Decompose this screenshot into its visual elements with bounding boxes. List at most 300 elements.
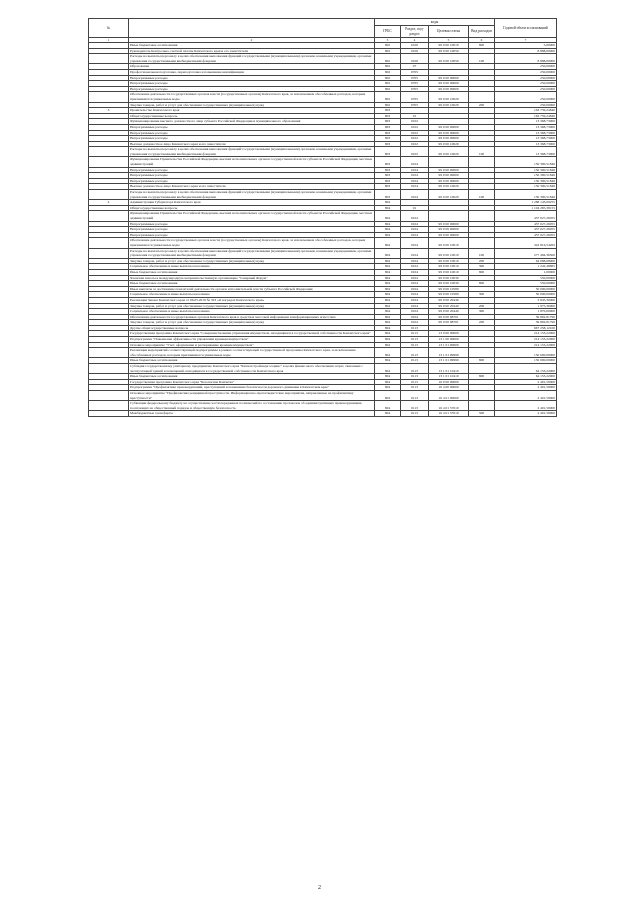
cell-amt: 250,00000 [495,75,557,81]
table-row [89,157,557,167]
cell-name: Непрограммные расходы [129,86,375,92]
cell-amt: 50 000,00000 [495,292,557,298]
table-row [89,211,557,221]
cell-grbs: 803 [375,173,401,179]
cell-vid: 200 [469,303,495,309]
cell-grbs: 804 [375,258,401,264]
cell-name: Государственная программа Камчатского края "Совершенствование управления имуществом, находящимся в государственной собственности Камчатского края" [129,331,375,337]
cell-num [89,248,129,258]
cell-name: Подпрограмма "Профилактика правонарушений, преступлений и повышение безопасности дорожного движения в Камчатском крае" [129,385,375,391]
cell-amt: 2 401,59000 [495,379,557,385]
cell-name: Субсидия государственному унитарному предприятию Камчатского края "Камчатстройэнергосервис" в целях финансового обеспечения затрат, связанных с эксплуатацией зданий и помещений, находящихся в государственной собственности Камчатского края [129,364,375,374]
cell-art: 99 0 00 00000 [429,81,469,87]
cell-grbs: 803 [375,147,401,157]
cell-amt: 214 153,22000 [495,331,557,337]
cell-name: Социальное обеспечение и иные выплаты населению [129,292,375,298]
cell-name: Непрограммные расходы [129,173,375,179]
cell-name: Расходы на выплаты персоналу в целях обеспечения выполнения функций государственными (муниципальными) органами, казенными учреждениями, органами управления государственными внебюджетными фондами [129,147,375,157]
cell-grbs: 802 [375,54,401,64]
cell-grbs: 804 [375,348,401,358]
cell-vid [469,238,495,248]
cell-amt: 2 401,59000 [495,411,557,417]
cell-grbs: 803 [375,136,401,142]
cell-amt: 150 390,51846 [495,157,557,167]
table-body [89,43,557,417]
cell-sec: 0705 [401,81,429,87]
cell-amt: 64 153,22000 [495,374,557,380]
cell-grbs: 802 [375,86,401,92]
cell-amt: 13 368,73000 [495,130,557,136]
cell-art: 99 0 00 00000 [429,221,469,227]
cell-amt: 64 153,22000 [495,364,557,374]
cell-art: 99 0 00 20440 [429,297,469,303]
cell-grbs: 803 [375,167,401,173]
cell-name: Непрограммные расходы [129,136,375,142]
cell-vid: 800 [469,374,495,380]
cell-sec: 0104 [401,178,429,184]
cell-art: 99 0 00 00000 [429,227,469,233]
cell-amt: 64 088,68900 [495,258,557,264]
cell-name: Расходы на выплаты персоналу в целях обеспечения выполнения функций государственными (муниципальными) органами, казенными учреждениями, органами управления государственными внебюджетными фондами [129,190,375,200]
cell-amt: 39 802,81790 [495,320,557,326]
cell-grbs: 803 [375,141,401,147]
cell-name: Другие общегосударственные вопросы [129,325,375,331]
cell-sec: 0104 [401,232,429,238]
cell-amt: 1 870,00000 [495,309,557,315]
cell-art: 99 0 00 20440 [429,303,469,309]
cell-sec: 0705 [401,92,429,102]
cell-name: Непрограммные расходы [129,221,375,227]
cell-amt: 250,00000 [495,81,557,87]
cell-name: Правительство Камчатского края [129,108,375,114]
cell-art: 16 4 00 00000 [429,385,469,391]
cell-name: Иные выплаты за достижение показателей деятельности органов исполнительной власти субъекта Российской Федерации [129,286,375,292]
cell-amt: 2 401,59000 [495,385,557,391]
cell-grbs: 804 [375,325,401,331]
cell-sec: 0113 [401,337,429,343]
cell-art: 13 0 00 00000 [429,331,469,337]
cell-name: Непрограммные расходы [129,124,375,130]
cell-vid: 500 [469,411,495,417]
cell-name: Закупка товаров, работ и услуг для обеспечения государственных (муниципальных) нужд [129,258,375,264]
cell-name: Основное мероприятие "Учет, оформление и распоряжение краевым имуществом" [129,342,375,348]
cell-amt: 250,00000 [495,92,557,102]
cell-grbs: 804 [375,200,401,206]
cell-sec: 0104 [401,297,429,303]
cell-amt: 250,00000 [495,69,557,75]
cell-grbs: 802 [375,81,401,87]
cell-art: 16 4 01 57010 [429,411,469,417]
cell-art [429,157,469,167]
cell-sec: 0113 [401,411,429,417]
cell-art: 99 0 00 10010 [429,269,469,275]
cell-grbs: 802 [375,43,401,49]
cell-sec: 0113 [401,348,429,358]
cell-amt: 39 802,81790 [495,314,557,320]
cell-grbs: 802 [375,64,401,70]
cell-name: Социальное обеспечение и иные выплаты населению [129,264,375,270]
cell-amt: 550,00000 [495,275,557,281]
cell-name: Непрограммные расходы [129,178,375,184]
cell-name: Высшее должностное лицо Камчатского края и его заместители [129,141,375,147]
cell-grbs: 804 [375,379,401,385]
cell-sec: 0113 [401,379,429,385]
cell-amt: 250,00000 [495,86,557,92]
cell-art: 99 0 00 10580 [429,292,469,298]
cell-art: 13 1 00 00000 [429,337,469,343]
cell-num [89,411,129,417]
cell-sec: 0102 [401,147,429,157]
cell-sec: 0102 [401,141,429,147]
cell-sec: 0705 [401,75,429,81]
header-codes: коды [375,19,495,26]
cell-grbs: 804 [375,269,401,275]
cell-art: 99 0 00 10020 [429,92,469,102]
cell-amt: 13 368,73000 [495,136,557,142]
cell-grbs: 804 [375,303,401,309]
cell-sec: 0104 [401,190,429,200]
cell-name: Общегосударственные вопросы [129,113,375,119]
cell-vid: 100 [469,147,495,157]
cell-name: Закупка товаров, работ и услуг для обеспечения государственных (муниципальных) нужд [129,303,375,309]
cell-sec: 0106 [401,43,429,49]
cell-amt: 150 390,51846 [495,190,557,200]
cell-art: 16 4 01 57010 [429,401,469,411]
cell-sec: 0104 [401,264,429,270]
table-row [89,92,557,102]
cell-name: Непрограммные расходы [129,130,375,136]
cell-grbs: 804 [375,331,401,337]
cell-num [89,391,129,401]
cell-art: 99 0 00 10020 [429,147,469,157]
cell-sec: 0102 [401,119,429,125]
cell-name: Непрограммные расходы [129,232,375,238]
cell-grbs: 804 [375,211,401,221]
cell-vid [469,92,495,102]
cell-art: 99 0 00 10010 [429,258,469,264]
cell-art: 99 0 00 10020 [429,190,469,200]
header-grbs: ГРБС [375,26,401,38]
table-row [89,190,557,200]
cell-name: Социальное обеспечение и иные выплаты населению [129,309,375,315]
cell-vid [469,391,495,401]
cell-grbs: 804 [375,358,401,364]
cell-amt: 250,00000 [495,64,557,70]
cell-sec: 0104 [401,221,429,227]
cell-grbs: 802 [375,102,401,108]
column-number: 6 [469,38,495,43]
page-number: 2 [318,885,321,891]
cell-grbs: 804 [375,286,401,292]
cell-amt: 437 027,26055 [495,221,557,227]
cell-grbs: 804 [375,227,401,233]
cell-art: 99 0 00 10010 [429,238,469,248]
cell-amt: 1 104 285,38155 [495,205,557,211]
cell-art: 99 0 00 98701 [429,320,469,326]
header-amount: Годовой объем ассигнований [495,19,557,38]
cell-name: Закупка товаров, работ и услуг для обеспечения государственных (муниципальных) нужд [129,102,375,108]
cell-art: 99 0 00 00000 [429,75,469,81]
cell-art: 99 0 00 00000 [429,136,469,142]
cell-grbs: 804 [375,232,401,238]
column-number: 7 [495,38,557,43]
cell-grbs: 804 [375,320,401,326]
cell-name: Субвенции федеральному бюджету на осуществление части переданных полномочий по составлению протоколов об административных правонарушениях, посягающих на общественный порядок и общественную безопасность [129,401,375,411]
cell-vid: 800 [469,281,495,287]
cell-amt: 437 027,26055 [495,232,557,238]
cell-name: Функционирование Правительства Российской Федерации, высших исполнительных органов государственной власти субъектов Российской Федерации, местных администраций [129,157,375,167]
cell-sec: 07 [401,64,429,70]
cell-name: Расходы на выплаты персоналу в целях обеспечения выполнения функций государственными (муниципальными) органами, казенными учреждениями, органами управления государственными внебюджетными фондами [129,248,375,258]
cell-amt: 13 368,73000 [495,124,557,130]
cell-amt: 1 975,30000 [495,303,557,309]
cell-sec: 0102 [401,136,429,142]
cell-num [89,157,129,167]
column-number: 2 [129,38,375,43]
cell-grbs: 804 [375,238,401,248]
table-row [89,364,557,374]
cell-sec: 0104 [401,157,429,167]
cell-name: Реализация мероприятий соответствующей подпрограммы в рамках соответствующей государственной программы Камчатского края, за исключением обособленных расходов, которым присваиваются уникальные коды [129,348,375,358]
header-article: Целевая статья [429,26,469,38]
cell-art: 99 0 00 10010 [429,43,469,49]
cell-art: 99 0 00 10020 [429,184,469,190]
cell-sec: 01 [401,113,429,119]
cell-grbs: 804 [375,342,401,348]
cell-amt: 150 390,51846 [495,173,557,179]
cell-sec: 0104 [401,211,429,221]
cell-amt: 8 888,00000 [495,54,557,64]
cell-sec: 0113 [401,401,429,411]
cell-grbs: 804 [375,401,401,411]
cell-vid: 200 [469,102,495,108]
cell-sec: 0104 [401,320,429,326]
cell-name: Функционирование высшего должностного лица субъекта Российской Федерации и муниципального образования [129,119,375,125]
budget-table [88,18,557,417]
cell-amt: 150 000,00000 [495,348,557,358]
cell-name: Руководитель Контрольно-счетной палаты Камчатского края и его заместители [129,48,375,54]
cell-amt: 150 390,51846 [495,178,557,184]
cell-name: Иные бюджетные ассигнования [129,269,375,275]
cell-sec: 0104 [401,314,429,320]
cell-name: Обеспечение деятельности государственных органов Камчатского края в средствах массовой информации и информационных агентствах [129,314,375,320]
cell-sec: 0104 [401,248,429,258]
cell-amt: 13 368,73000 [495,141,557,147]
cell-name: Иные бюджетные ассигнования [129,374,375,380]
cell-grbs: 802 [375,69,401,75]
cell-sec: 0705 [401,86,429,92]
cell-sec: 0104 [401,309,429,315]
cell-sec: 0104 [401,184,429,190]
cell-name: Непрограммные расходы [129,167,375,173]
cell-grbs: 804 [375,385,401,391]
cell-art: 99 0 00 00000 [429,86,469,92]
cell-name: Обеспечение деятельности государственных органов власти (государственных органов) Камчатского края, за исключением обособленных расходов, которым присваиваются уникальные коды [129,238,375,248]
cell-num [89,211,129,221]
cell-sec: 0104 [401,275,429,281]
cell-art: 99 0 00 10010 [429,264,469,270]
cell-art: 99 0 00 00000 [429,173,469,179]
cell-vid: 200 [469,258,495,264]
cell-art: 99 0 00 00000 [429,232,469,238]
cell-name: Непрограммные расходы [129,227,375,233]
cell-amt: 1 288 143,09255 [495,200,557,206]
cell-vid: 800 [469,358,495,364]
cell-sec: 0113 [401,331,429,337]
cell-amt: 277 484,36500 [495,248,557,258]
cell-amt: 437 027,26055 [495,211,557,221]
header-section: Раздел, под-раздел [401,26,429,38]
cell-name: Иные бюджетные ассигнования [129,43,375,49]
cell-art: 99 0 00 10580 [429,286,469,292]
cell-art: 99 0 00 10010 [429,248,469,258]
cell-num [89,147,129,157]
cell-name: Подпрограмма "Повышение эффективности управления краевым имуществом" [129,337,375,343]
cell-grbs: 802 [375,48,401,54]
cell-grbs: 804 [375,281,401,287]
cell-amt: 150 390,51846 [495,184,557,190]
cell-amt: 1 242,48865 [495,264,557,270]
cell-sec: 0113 [401,342,429,348]
cell-name: Расходы на выплаты персоналу в целях обеспечения выполнения функций государственными (муниципальными) органами, казенными учреждениями, органами управления государственными внебюджетными фондами [129,54,375,64]
cell-num [89,238,129,248]
cell-name: Государственная программа Камчатского края "Безопасная Камчатка" [129,379,375,385]
cell-name: Основное мероприятие "Профилактика рецидивной преступности. Информационно-пропагандистские мероприятия, направленные на профилактику преступности" [129,391,375,401]
cell-num [89,190,129,200]
cell-vid [469,364,495,374]
cell-name: Обеспечение деятельности государственных органов власти (государственных органов) Камчатского края, за исключением обособленных расходов, которым присваиваются уникальные коды [129,92,375,102]
cell-num: 3 [89,108,129,114]
cell-vid: 100 [469,54,495,64]
document-page [88,18,556,417]
cell-art: 13 1 01 09990 [429,348,469,358]
cell-name: Образование [129,64,375,70]
cell-amt: 5,00000 [495,43,557,49]
cell-art: 16 4 01 00000 [429,391,469,401]
cell-num [89,54,129,64]
cell-grbs: 804 [375,314,401,320]
cell-amt: 150 000,00000 [495,358,557,364]
cell-grbs: 803 [375,119,401,125]
cell-name: Межбюджетные трансферты [129,411,375,417]
cell-amt: 342 816,54265 [495,238,557,248]
header-num: № [89,19,129,38]
cell-grbs: 802 [375,75,401,81]
cell-grbs: 804 [375,337,401,343]
cell-vid [469,211,495,221]
cell-grbs: 804 [375,275,401,281]
cell-name: Членские взносы в международную неправительственную организацию "Северный Форум" [129,275,375,281]
cell-art: 99 0 00 10050 [429,48,469,54]
cell-grbs: 804 [375,364,401,374]
cell-art: 99 0 00 00000 [429,178,469,184]
cell-sec: 0113 [401,358,429,364]
cell-name: Иные бюджетные ассигнования [129,358,375,364]
cell-name: Администрация Губернатора Камчатского края [129,200,375,206]
header-vid: Вид расходов [469,26,495,38]
cell-sec: 0104 [401,238,429,248]
cell-sec: 0113 [401,374,429,380]
cell-amt: 150 390,51846 [495,167,557,173]
cell-art: 99 0 00 10030 [429,275,469,281]
column-number: 5 [429,38,469,43]
cell-vid: 300 [469,264,495,270]
cell-sec: 0104 [401,167,429,173]
column-number: 4 [401,38,429,43]
cell-num [89,401,129,411]
cell-name: Профессиональная подготовка, переподготовка и повышение квалификации [129,69,375,75]
cell-amt: 2 401,59000 [495,391,557,401]
cell-art: 99 0 00 98701 [429,314,469,320]
cell-amt: 550,00000 [495,281,557,287]
table-row [89,401,557,411]
cell-grbs: 803 [375,130,401,136]
column-number: 3 [375,38,401,43]
cell-grbs: 803 [375,113,401,119]
cell-name: Закупка товаров, работ и услуг для обеспечения государственных (муниципальных) нужд [129,320,375,326]
cell-vid [469,401,495,411]
cell-art: 99 0 00 00000 [429,167,469,173]
cell-art: 13 1 01 00000 [429,342,469,348]
cell-grbs: 804 [375,221,401,227]
cell-amt: 250,00000 [495,102,557,108]
cell-grbs: 804 [375,411,401,417]
cell-name: Функционирование Правительства Российской Федерации, высших исполнительных органов государственной власти субъектов Российской Федерации, местных администраций [129,211,375,221]
cell-grbs: 804 [375,264,401,270]
cell-sec: 0104 [401,286,429,292]
cell-amt: 50 000,00000 [495,286,557,292]
cell-name: Общегосударственные вопросы [129,205,375,211]
column-number: 1 [89,38,129,43]
cell-sec: 0104 [401,227,429,233]
cell-sec: 0104 [401,281,429,287]
table-row [89,411,557,417]
table-row [89,238,557,248]
cell-vid: 100 [469,248,495,258]
cell-sec: 0113 [401,364,429,374]
cell-grbs: 804 [375,297,401,303]
cell-sec: 0106 [401,48,429,54]
cell-art: 99 0 00 10030 [429,281,469,287]
cell-amt: 163 759,24840 [495,113,557,119]
table-row [89,348,557,358]
cell-grbs: 804 [375,309,401,315]
cell-amt: 1,00000 [495,269,557,275]
cell-vid: 300 [469,292,495,298]
cell-sec: 0104 [401,303,429,309]
cell-art [429,211,469,221]
cell-vid: 800 [469,269,495,275]
cell-name: Реализация Закона Камчатского края от 06.05.2019 № 323 «О наградах Камчатского края» [129,297,375,303]
cell-sec: 0106 [401,54,429,64]
cell-name: Высшее должностное лицо Камчатского края и его заместители [129,184,375,190]
cell-name: Иные бюджетные ассигнования [129,281,375,287]
cell-num [89,364,129,374]
table-row [89,147,557,157]
cell-vid: 100 [469,190,495,200]
cell-sec: 0104 [401,258,429,264]
cell-grbs: 804 [375,248,401,258]
cell-sec: 0102 [401,130,429,136]
cell-amt: 214 153,22000 [495,342,557,348]
table-header [89,19,557,43]
table-row [89,248,557,258]
cell-sec: 0104 [401,269,429,275]
cell-num: 4 [89,200,129,206]
cell-grbs: 804 [375,205,401,211]
cell-art: 13 1 01 09990 [429,358,469,364]
cell-art: 99 0 00 10020 [429,141,469,147]
